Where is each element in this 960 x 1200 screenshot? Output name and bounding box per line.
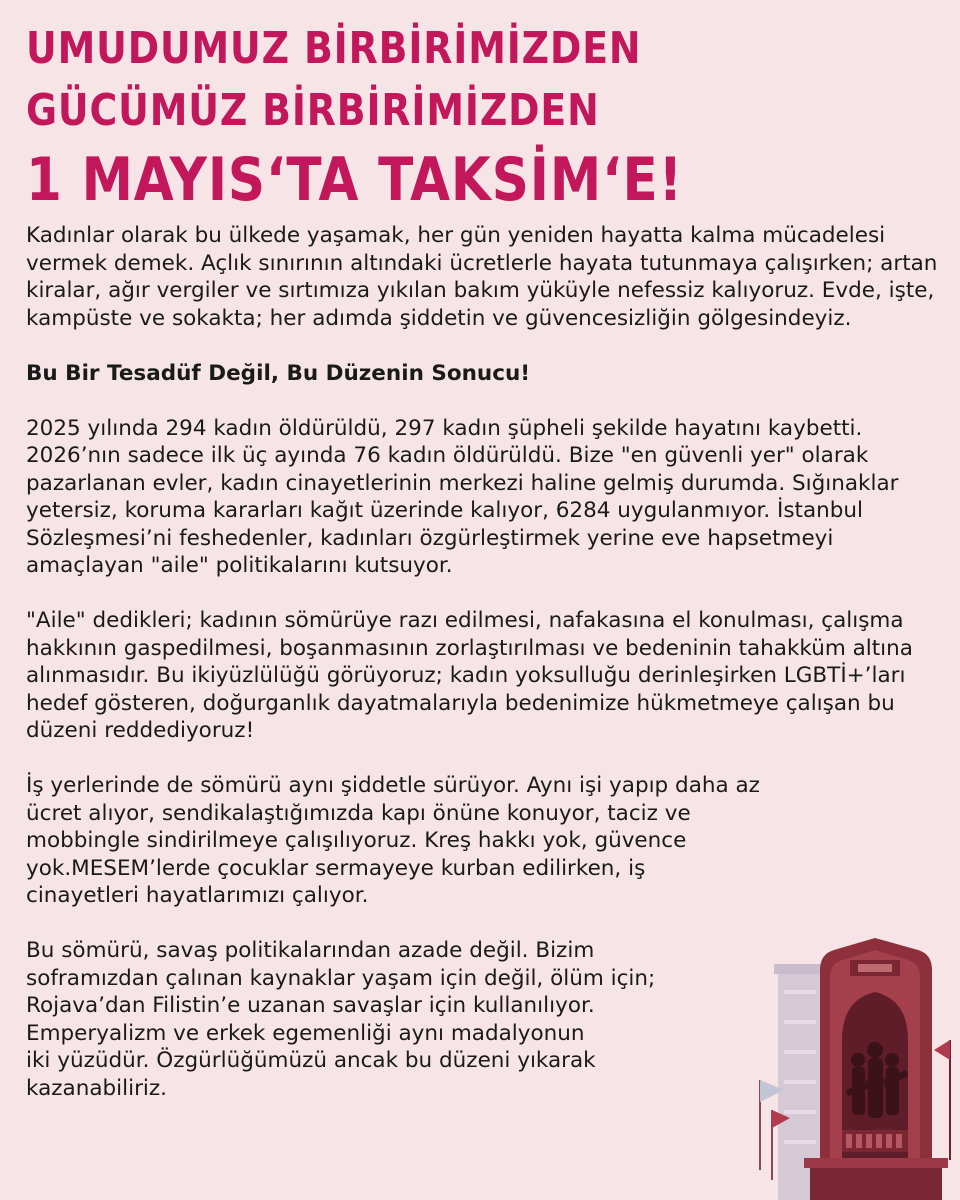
paragraph-workplace-line: yok.MESEM’lerde çocuklar sermayeye kurban edilirken, iş — [26, 855, 646, 881]
paragraph-workplace-line: cinayetleri hayatlarımızı çalıyor. — [26, 883, 369, 908]
paragraph-workplace-line: mobbingle sindirilmeye çalışılıyoruz. Kreş hakkı yok, güvence — [26, 828, 687, 853]
taksim-republic-monument-icon — [750, 930, 960, 1200]
right-flag — [934, 1040, 950, 1160]
paragraph-war-line: iki yüzüdür. Özgürlüğümüzü ancak bu düzeni yıkarak — [26, 1048, 596, 1073]
paragraph-workplace-line: İş yerlerinde de sömürü aynı şiddetle sürüyor. Aynı işi yapıp daha az — [26, 773, 760, 798]
subheading: Bu Bir Tesadüf Değil, Bu Düzenin Sonucu! — [26, 360, 531, 386]
headline — [26, 18, 683, 220]
paragraph-workplace-line: ücret alıyor, sendikalaştığımızda kapı önüne konuyor, taciz ve — [26, 800, 691, 826]
paragraph-statistics: 2025 yılında 294 kadın öldürüldü, 297 kadın şüpheli şekilde hayatını kaybetti. 2026’nın sadece ilk üç ayında 76 kadın öldürüldü. Bize "en güvenli yer" olarak pazarlanan evler, kadın cinayetlerinin merkezi haline gelmiş durumda. Sığınaklar yetersiz, koruma kararları kağıt üzerinde kalıyor, 6284 uygulanmıyor. İstanbul Sözleşmesi’ni feshedenler, kadınları özgürleştirmek yerine eve hapsetmeyi amaçlayan "aile" politikalarını kutsuyor. — [26, 415, 899, 578]
paragraph-intro: Kadınlar olarak bu ülkede yaşamak, her gün yeniden hayatta kalma mücadelesi vermek demek. Açlık sınırının altındaki ücretlerle hayata tutunmaya çalışırken; artan kiralar, ağır vergiler ve sırtımıza yıkılan bakım yüküyle nefessiz kalıyoruz. Evde, işte, kampüste ve sokakta; her adımda şiddetin ve güvencesizliğin gölgesindeyiz. — [26, 223, 938, 331]
paragraph-war-line: kazanabiliriz. — [26, 1075, 168, 1101]
paragraph-war-line: Emperyalizm ve erkek egemenliği aynı madalyonun — [26, 1020, 585, 1046]
headline-line-1: UMUDUMUZ BİRBİRİMİZDEN — [26, 23, 642, 74]
headline-line-3: 1 MAYIS‘TA TAKSİM‘E! — [26, 145, 684, 215]
paragraph-war-line: soframızdan çalınan kaynaklar yaşam için değil, ölüm için; — [26, 965, 656, 991]
monument-arch — [804, 938, 948, 1200]
paragraph-war-line: Bu sömürü, savaş politikalarından azade değil. Bizim — [26, 938, 595, 963]
paragraph-workplace — [26, 772, 938, 910]
paragraph-war-line: Rojava’dan Filistin’e uzanan savaşlar için kullanılıyor. — [26, 993, 595, 1018]
headline-line-2: GÜCÜMÜZ BİRBİRİMİZDEN — [26, 85, 600, 136]
paragraph-family-policy: "Aile" dedikleri; kadının sömürüye razı edilmesi, nafakasına el konulması, çalışma hakkının gaspedilmesi, boşanmasının zorlaştırılması ve bedeninin tahakküm altına alınmasıdır. Bu ikiyüzlülüğü görüyoruz; kadın yoksulluğu derinleşirken LGBTİ+’ları hedef gösteren, doğurganlık dayatmalarıyla bedenimize hükmetmeye çalışan bu düzeni reddediyoruz! — [26, 608, 913, 743]
